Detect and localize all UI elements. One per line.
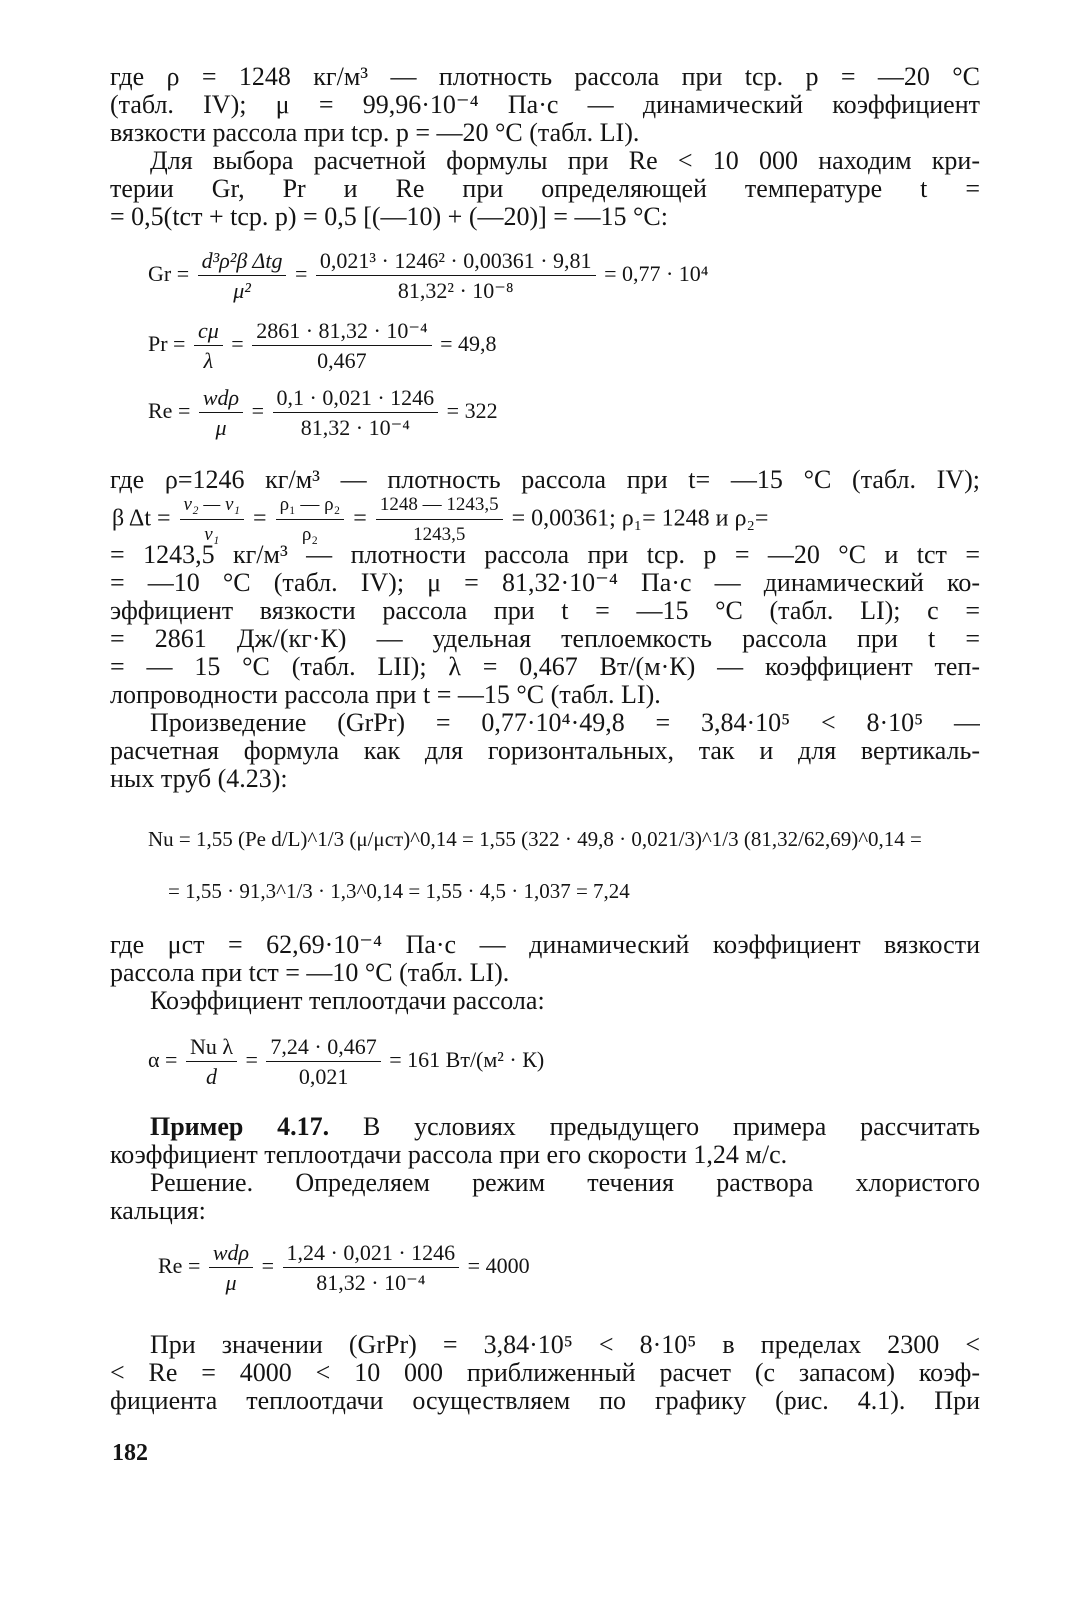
text-line: Коэффициент теплоотдачи рассола: xyxy=(150,986,545,1015)
equation-alpha: α = $\frac{\text{Nu λ}}{d}$ = $\frac{7,24 \cdot 0,467}{0,021}$ = 161 Вт/(м² · К) xyxy=(148,1034,545,1089)
text-line: = 0,5(tст + tср. р) = 0,5 [(—10) + (—20)] = —15 °С: xyxy=(110,202,668,231)
page-number: 182 xyxy=(112,1440,148,1466)
example-heading: Пример 4.17. В условиях предыдущего примера рассчитать xyxy=(150,1112,980,1141)
text-line: кальция: xyxy=(110,1196,206,1225)
text-line: лопроводности рассола при t = —15 °С (табл. LI). xyxy=(110,680,661,709)
text-line: ных труб (4.23): xyxy=(110,764,288,793)
text-line: = 1243,5 кг/м³ — плотности рассола при tср. р = —20 °С и tст = xyxy=(110,540,980,569)
equation-beta: β Δt = $\frac{\text{v₂ — v₁}}{\text{v₁}}$ = $\frac{\text{ρ₁ — ρ₂}}{\text{ρ₂}}$ = $\frac{1248 — 1243,5}{1243,5}$ = 0,00361; ρ₁= 1248 и ρ₂= xyxy=(112,494,769,545)
text-line: Решение. Определяем режим течения раствора хлористого xyxy=(150,1168,980,1197)
equation-pr: Pr = $\frac{c\mu}{\lambda}$ = $\frac{\text{2861 · 81,32 · 10⁻⁴}}{0,467}$ = 49,8 xyxy=(148,318,497,373)
text-line: < Re = 4000 < 10 000 приближенный расчет (с запасом) коэф- xyxy=(110,1358,980,1387)
text-line: эффициент вязкости рассола при t = —15 °С (табл. LI); c = xyxy=(110,596,980,625)
text-line: вязкости рассола при tср. р = —20 °С (табл. LI). xyxy=(110,118,640,147)
equation-nu-line2: = 1,55 · 91,3^1/3 · 1,3^0,14 = 1,55 · 4,5 · 1,037 = 7,24 xyxy=(168,879,630,903)
text-line: фициента теплоотдачи осуществляем по графику (рис. 4.1). При xyxy=(110,1386,980,1415)
text-line: = —10 °С (табл. IV); μ = 81,32·10⁻⁴ Па·с — динамический ко- xyxy=(110,568,980,597)
text-line: где μст = 62,69·10⁻⁴ Па·с — динамический коэффициент вязкости xyxy=(110,930,980,959)
text-line: где ρ=1246 кг/м³ — плотность рассола при t= —15 °С (табл. IV); xyxy=(110,465,980,494)
text-line: терии Gr, Pr и Re при определяющей температуре t = xyxy=(110,174,980,203)
text-line: = — 15 °С (табл. LII); λ = 0,467 Вт/(м·К) — коэффициент теп- xyxy=(110,652,980,681)
text-line: (табл. IV); μ = 99,96·10⁻⁴ Па·с — динамический коэффициент xyxy=(110,90,980,119)
text-line: рассола при tст = —10 °С (табл. LI). xyxy=(110,958,510,987)
text-line: = 2861 Дж/(кг·К) — удельная теплоемкость рассола при t = xyxy=(110,624,980,653)
text-line: коэффициент теплоотдачи рассола при его скорости 1,24 м/с. xyxy=(110,1140,788,1169)
text-line: расчетная формула как для горизонтальных, так и для вертикаль- xyxy=(110,736,980,765)
equation-re2: Re = $\frac{\text{wdρ}}{\mu}$ = $\frac{1,24 \cdot 0,021 \cdot 1246}{\text{81,32 · 10⁻⁴}}$ = 4000 xyxy=(158,1240,530,1295)
equation-nu-line1: Nu = 1,55 (Pe d/L)^1/3 (μ/μст)^0,14 = 1,55 (322 · 49,8 · 0,021/3)^1/3 (81,32/62,69)^0,14 = xyxy=(148,827,922,851)
text-line: Для выбора расчетной формулы при Re < 10 000 находим кри- xyxy=(150,146,980,175)
text-line: Произведение (GrPr) = 0,77·10⁴·49,8 = 3,84·10⁵ < 8·10⁵ — xyxy=(150,708,980,737)
text-line: где ρ = 1248 кг/м³ — плотность рассола при tср. р = —20 °С xyxy=(110,62,980,91)
equation-gr: Gr = $\frac{\text{d³ρ²β Δtg}}{\text{μ²}}$ = $\frac{\text{0,021³ · 1246² · 0,00361 · 9,81}}{\text{81,32² · 10⁻⁸}}$ = 0,77 · 10⁴ xyxy=(148,248,709,303)
example-title: Пример 4.17. xyxy=(150,1112,330,1141)
equation-re: Re = $\frac{\text{wdρ}}{\mu}$ = $\frac{0,1 \cdot 0,021 \cdot 1246}{\text{81,32 · 10⁻⁴}}$ = 322 xyxy=(148,385,498,440)
text-line: При значении (GrPr) = 3,84·10⁵ < 8·10⁵ в пределах 2300 < xyxy=(150,1330,980,1359)
